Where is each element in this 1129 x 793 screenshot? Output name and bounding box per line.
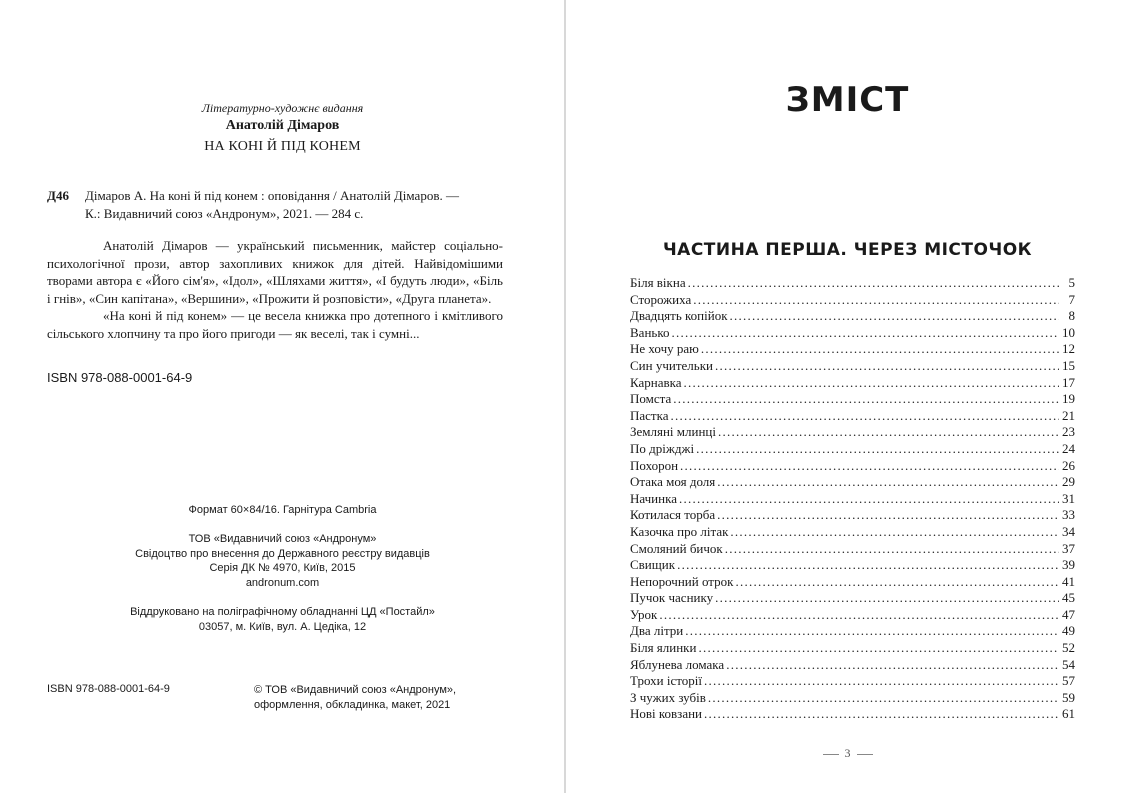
toc-leader-dots <box>730 308 1059 324</box>
toc-entry-title: Сторожиха <box>630 291 692 307</box>
toc-entry-page: 34 <box>1062 523 1075 539</box>
toc-entry <box>630 408 1075 425</box>
toc-entry-title: Пучок часнику <box>630 590 714 606</box>
toc-leader-dots <box>685 623 1059 639</box>
printer-address: 03057, м. Київ, вул. А. Цедіка, 12 <box>198 620 367 633</box>
publisher-line: Серія ДК № 4970, Київ, 2015 <box>209 562 356 574</box>
toc-entry-page: 31 <box>1062 490 1075 506</box>
toc-entry <box>630 275 1075 292</box>
toc-entry-title: Яблунева ломака <box>630 656 725 672</box>
toc-entry <box>630 640 1075 657</box>
toc-entry-title: Непорочний отрок <box>630 573 734 589</box>
toc-leader-dots <box>730 524 1059 540</box>
toc-entry-page: 26 <box>1062 457 1075 473</box>
toc-entry <box>630 441 1075 458</box>
toc-entry-page: 10 <box>1062 324 1075 340</box>
toc-entry-title: Нові ковзани <box>630 706 703 722</box>
publisher-line: Свідоцтво про внесення до Державного реєстру видавців <box>135 547 430 560</box>
toc-leader-dots <box>696 441 1059 457</box>
publisher-info <box>0 532 565 590</box>
toc-entry <box>630 590 1075 607</box>
toc-entry-title: Свищик <box>630 557 676 573</box>
toc-entry <box>630 474 1075 491</box>
toc-leader-dots <box>726 657 1059 673</box>
toc-list <box>630 275 1075 723</box>
toc-leader-dots <box>735 574 1059 590</box>
toc-entry <box>630 574 1075 591</box>
toc-leader-dots <box>718 424 1059 440</box>
toc-entry-title: Біля ялинки <box>630 640 697 656</box>
toc-entry-page: 24 <box>1062 440 1075 456</box>
toc-entry-page: 39 <box>1062 557 1075 573</box>
toc-entry <box>630 524 1075 541</box>
author-name: Анатолій Дімаров <box>225 118 340 133</box>
toc-entry-title: Двадцять копійок <box>630 308 728 324</box>
toc-entry <box>630 623 1075 640</box>
publisher-website: andronum.com <box>245 576 320 589</box>
toc-leader-dots <box>693 292 1059 308</box>
isbn-top: ISBN 978-088-0001-64-9 <box>47 370 193 385</box>
toc-entry <box>630 690 1075 707</box>
toc-leader-dots <box>698 640 1059 656</box>
toc-entry-title: Котилася торба <box>630 507 716 523</box>
book-title: НА КОНІ Й ПІД КОНЕМ <box>204 139 361 154</box>
toc-entry-page: 7 <box>1068 291 1075 307</box>
toc-entry-page: 33 <box>1062 507 1075 523</box>
toc-entry-title: По дріжджі <box>630 440 695 456</box>
toc-leader-dots <box>704 706 1059 722</box>
toc-entry-page: 61 <box>1062 706 1075 722</box>
annotation-paragraph-2: «На коні й під конем» — це весела книжка про дотепного і кмітливого сільського хлопчину та про його пригоди — як веселі, так і сумні... <box>47 308 503 341</box>
toc-leader-dots <box>677 557 1059 573</box>
toc-entry-page: 29 <box>1062 474 1075 490</box>
toc-entry-page: 19 <box>1062 391 1075 407</box>
toc-entry-title: Не хочу раю <box>630 341 699 357</box>
toc-entry <box>630 507 1075 524</box>
page-number <box>566 746 1129 761</box>
part-heading: ЧАСТИНА ПЕРША. ЧЕРЕЗ МІСТОЧОК <box>662 240 1033 260</box>
toc-leader-dots <box>673 391 1059 407</box>
toc-leader-dots <box>659 607 1059 623</box>
toc-entry-title: Начинка <box>630 490 677 506</box>
toc-entry-page: 37 <box>1062 540 1075 556</box>
annotation <box>47 237 503 342</box>
toc-entry-title: Похорон <box>630 457 679 473</box>
toc-entry-title: Два літри <box>630 623 684 639</box>
contents-page <box>566 0 1129 793</box>
annotation-paragraph-1: Анатолій Дімаров — український письменник, майстер соціально-психологічної прози, автор захопливих книжок для дітей. Найвідомішими творами автора є «Його сім'я», «Ідол», «Шляхами життя», «І будуть люди», «Біль і гнів», «Син капітана», «Вершини», «Прожити й розповісти», «Друга планета». <box>47 238 503 306</box>
toc-entry-title: Урок <box>630 606 658 622</box>
toc-entry-title: Смоляний бичок <box>630 540 723 556</box>
format-text: Формат 60×84/16. Гарнітура Cambria <box>188 504 377 516</box>
toc-entry-page: 21 <box>1062 407 1075 423</box>
toc-entry-page: 54 <box>1062 656 1075 672</box>
toc-entry-title: З чужих зубів <box>630 689 706 705</box>
folio-ornament-right <box>857 754 873 755</box>
bibliographic-record <box>47 187 507 223</box>
toc-entry <box>630 391 1075 408</box>
toc-entry <box>630 673 1075 690</box>
toc-entry <box>630 607 1075 624</box>
toc-entry-title: Трохи історії <box>630 673 702 689</box>
biblio-line-1: Дімаров А. На коні й під конем : оповідання / Анатолій Дімаров. — <box>85 188 459 203</box>
toc-entry <box>630 308 1075 325</box>
toc-entry <box>630 325 1075 342</box>
format-line <box>0 503 565 518</box>
toc-leader-dots <box>679 491 1059 507</box>
toc-entry-title: Отака моя доля <box>630 474 716 490</box>
toc-entry-page: 15 <box>1062 357 1075 373</box>
copyright <box>254 683 456 713</box>
toc-entry <box>630 541 1075 558</box>
toc-leader-dots <box>688 275 1059 291</box>
toc-leader-dots <box>725 541 1059 557</box>
toc-entry-title: Пастка <box>630 407 669 423</box>
toc-entry-title: Карнавка <box>630 374 682 390</box>
printer-line: Віддруковано на поліграфічному обладнанні ЦД «Постайл» <box>130 606 435 618</box>
toc-leader-dots <box>671 325 1059 341</box>
toc-entry-page: 41 <box>1062 573 1075 589</box>
toc-leader-dots <box>717 507 1059 523</box>
copyright-line: оформлення, обкладинка, макет, 2021 <box>254 699 451 711</box>
toc-entry-title: Син учительки <box>630 357 713 373</box>
page-number-value: 3 <box>844 746 851 760</box>
toc-entry-page: 59 <box>1062 689 1075 705</box>
toc-entry-page: 23 <box>1062 424 1075 440</box>
toc-entry-page: 49 <box>1062 623 1075 639</box>
toc-entry <box>630 358 1075 375</box>
contents-heading: ЗМІСТ <box>785 80 910 120</box>
toc-entry <box>630 557 1075 574</box>
toc-entry <box>630 657 1075 674</box>
toc-entry <box>630 292 1075 309</box>
toc-entry-title: Біля вікна <box>630 275 686 290</box>
toc-leader-dots <box>717 474 1059 490</box>
toc-entry <box>630 706 1075 723</box>
toc-leader-dots <box>715 590 1059 606</box>
printer-info <box>0 605 565 634</box>
toc-entry-title: Казочка про літак <box>630 523 729 539</box>
toc-entry-title: Помста <box>630 391 672 407</box>
toc-entry-title: Ванько <box>630 324 670 340</box>
isbn-bottom: ISBN 978-088-0001-64-9 <box>47 683 170 695</box>
toc-entry-page: 12 <box>1062 341 1075 357</box>
toc-entry-title: Земляні млинці <box>630 424 716 440</box>
toc-leader-dots <box>701 341 1059 357</box>
toc-entry <box>630 375 1075 392</box>
toc-entry <box>630 341 1075 358</box>
toc-entry-page: 57 <box>1062 673 1075 689</box>
folio-ornament-left <box>823 754 839 755</box>
toc-entry-page: 45 <box>1062 590 1075 606</box>
toc-entry <box>630 491 1075 508</box>
toc-leader-dots <box>680 458 1059 474</box>
biblio-code: Д46 <box>47 188 69 203</box>
toc-leader-dots <box>708 690 1059 706</box>
toc-entry-page: 8 <box>1068 308 1075 324</box>
toc-entry <box>630 458 1075 475</box>
toc-leader-dots <box>671 408 1060 424</box>
biblio-line-2: К.: Видавничий союз «Андронум», 2021. — 284 с. <box>85 206 364 221</box>
toc-entry-page: 52 <box>1062 640 1075 656</box>
toc-entry-page: 17 <box>1062 374 1075 390</box>
toc-leader-dots <box>684 375 1059 391</box>
toc-entry <box>630 424 1075 441</box>
toc-leader-dots <box>704 673 1059 689</box>
publisher-line: ТОВ «Видавничий союз «Андронум» <box>188 533 377 545</box>
copyright-line: © ТОВ «Видавничий союз «Андронум», <box>254 684 457 696</box>
edition-type: Літературно-художнє видання <box>201 101 364 115</box>
toc-entry-page: 47 <box>1062 606 1075 622</box>
toc-entry-page: 5 <box>1068 275 1075 290</box>
toc-leader-dots <box>715 358 1059 374</box>
